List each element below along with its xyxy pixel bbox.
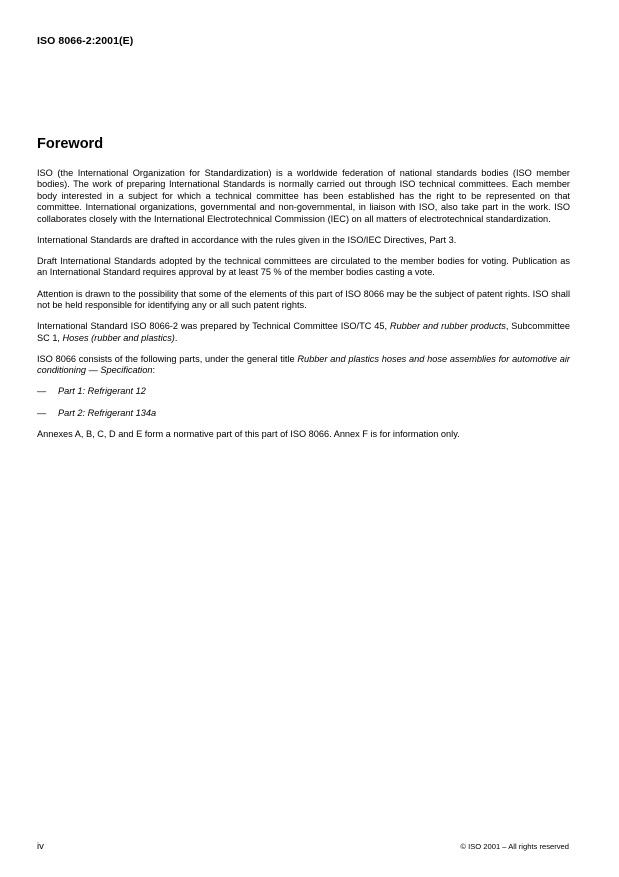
page-number: iv: [37, 841, 44, 852]
subcommittee-name: Hoses (rubber and plastics): [62, 332, 175, 343]
list-item-part-2: [37, 408, 570, 419]
paragraph-annexes: Annexes A, B, C, D and E form a normative part of this part of ISO 8066. Annex F is for information only.: [37, 429, 460, 440]
copyright-notice: © ISO 2001 – All rights reserved: [460, 842, 569, 851]
list-item-part-1: [37, 386, 570, 397]
foreword-body: [37, 168, 570, 450]
paragraph-series-parts: [37, 354, 570, 377]
paragraph-committee: [37, 321, 570, 344]
committee-text-c: .: [174, 332, 178, 343]
foreword-heading: Foreword: [37, 136, 104, 152]
paragraph-patent-rights: Attention is drawn to the possibility that some of the elements of this part of ISO 8066 may be the subject of patent rights. ISO shall not be held responsible for identifying any or all such patent rights.: [37, 288, 570, 311]
dash-marker: —: [37, 386, 47, 397]
paragraph-drafting-rules: International Standards are drafted in accordance with the rules given in the ISO/IEC Directives, Part 3.: [37, 234, 457, 245]
series-general-title: Rubber and plastics hoses and hose assemblies for automotive air conditioning — Specification: [37, 353, 570, 376]
committee-text-b: , Subcommittee SC 1,: [37, 321, 570, 343]
paragraph-voting: Draft International Standards adopted by the technical committees are circulated to the member bodies for voting. Publication as an International Standard requires approval by at least 75 % of the member bodies casting a vote.: [37, 256, 570, 278]
dash-marker: —: [37, 407, 47, 418]
document-header-id: ISO 8066-2:2001(E): [37, 35, 134, 47]
series-text-b: :: [152, 365, 155, 376]
committee-text-a: International Standard ISO 8066-2 was prepared by Technical Committee ISO/TC 45,: [37, 321, 390, 332]
committee-name: Rubber and rubber products: [389, 321, 506, 332]
part-1-label: Part 1: Refrigerant 12: [58, 386, 146, 397]
part-2-label: Part 2: Refrigerant 134a: [58, 407, 157, 418]
paragraph-iso-overview: ISO (the International Organization for Standardization) is a worldwide federation of national standards bodies (ISO member bodies). The work of preparing International Standards is normally carried out through ISO technical committees. Each member body interested in a subject for which a technical committee has been established has the right to be represented on that committee. International organizations, governmental and non-governmental, in liaison with ISO, also take part in the work. ISO collaborates closely with the International Electrotechnical Commission (IEC) on all matters of electrotechnical standardization.: [37, 168, 570, 224]
series-text-a: ISO 8066 consists of the following parts, under the general title: [37, 353, 298, 364]
